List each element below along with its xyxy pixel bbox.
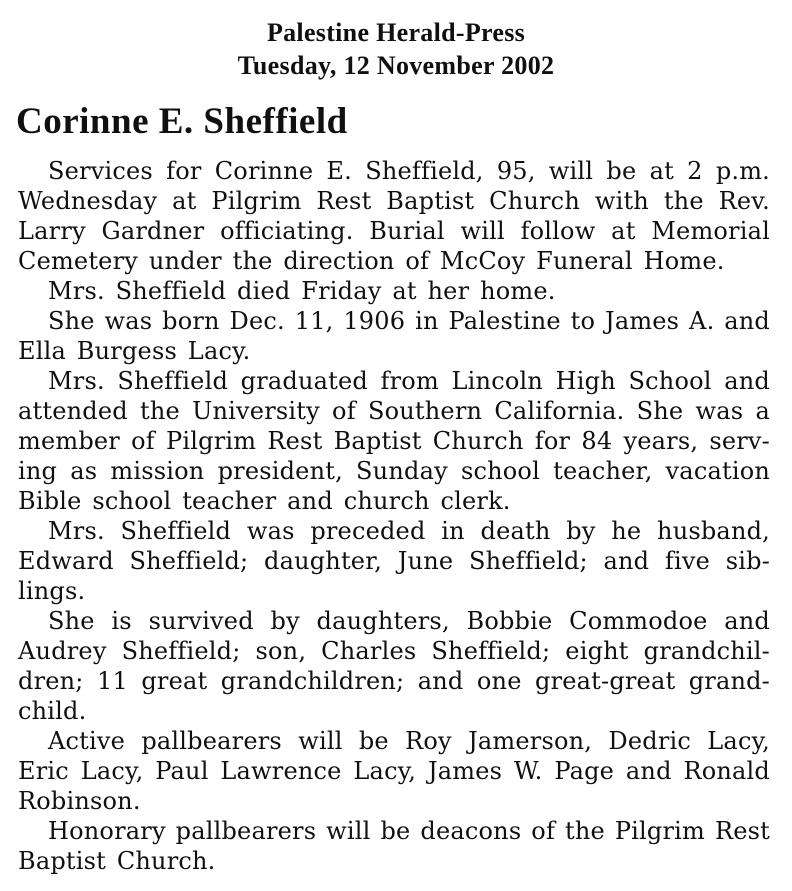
text-line: attended the University of Southern California. She was a — [18, 397, 770, 425]
text-line: ing as mission president, Sunday school teacher, vacation — [18, 457, 770, 485]
text-line: Bible school teacher and church clerk. — [18, 487, 511, 515]
text-line: Services for Corinne E. Sheffield, 95, will be at 2 p.m. — [48, 157, 770, 185]
text-line: Audrey Sheffield; son, Charles Sheffield; eight grandchil- — [18, 637, 770, 665]
paragraph — [18, 606, 770, 726]
text-line: Mrs. Sheffield was preceded in death by he husband, — [48, 517, 770, 545]
text-line: Baptist Church. — [18, 847, 216, 875]
text-line: She is survived by daughters, Bobbie Commodoe and — [48, 607, 770, 635]
text-line: member of Pilgrim Rest Baptist Church for 84 years, serv- — [18, 427, 770, 455]
paragraph — [18, 516, 770, 606]
text-line: child. — [18, 697, 87, 725]
text-line: Mrs. Sheffield died Friday at her home. — [48, 277, 556, 305]
paragraph — [18, 816, 770, 876]
paragraph — [18, 156, 770, 276]
newspaper-name: Palestine Herald-Press — [266, 18, 526, 47]
paragraph — [18, 276, 770, 306]
text-line: Honorary pallbearers will be deacons of the Pilgrim Rest — [48, 817, 770, 845]
paragraph — [18, 726, 770, 816]
issue-date: Tuesday, 12 November 2002 — [237, 51, 555, 80]
text-line: Edward Sheffield; daughter, June Sheffield; and five sib- — [18, 547, 770, 575]
text-line: dren; 11 great grandchildren; and one great-great grand- — [18, 667, 770, 695]
text-line: Cemetery under the direction of McCoy Funeral Home. — [18, 247, 725, 275]
text-line: Active pallbearers will be Roy Jamerson, Dedric Lacy, — [48, 727, 770, 755]
text-line: Eric Lacy, Paul Lawrence Lacy, James W. Page and Ronald — [18, 757, 770, 785]
text-line: Larry Gardner officiating. Burial will follow at Memorial — [18, 217, 770, 245]
text-line: lings. — [18, 577, 86, 605]
text-line: She was born Dec. 11, 1906 in Palestine to James A. and — [48, 307, 770, 335]
text-line: Wednesday at Pilgrim Rest Baptist Church with the Rev. — [18, 187, 770, 215]
text-line: Ella Burgess Lacy. — [18, 337, 251, 365]
page-title: Corinne E. Sheffield — [16, 101, 348, 142]
text-line: Robinson. — [18, 787, 141, 815]
masthead — [0, 16, 792, 82]
text-line: Mrs. Sheffield graduated from Lincoln High School and — [48, 367, 770, 395]
paragraph — [18, 306, 770, 366]
article-body — [18, 156, 770, 876]
paragraph — [18, 366, 770, 516]
